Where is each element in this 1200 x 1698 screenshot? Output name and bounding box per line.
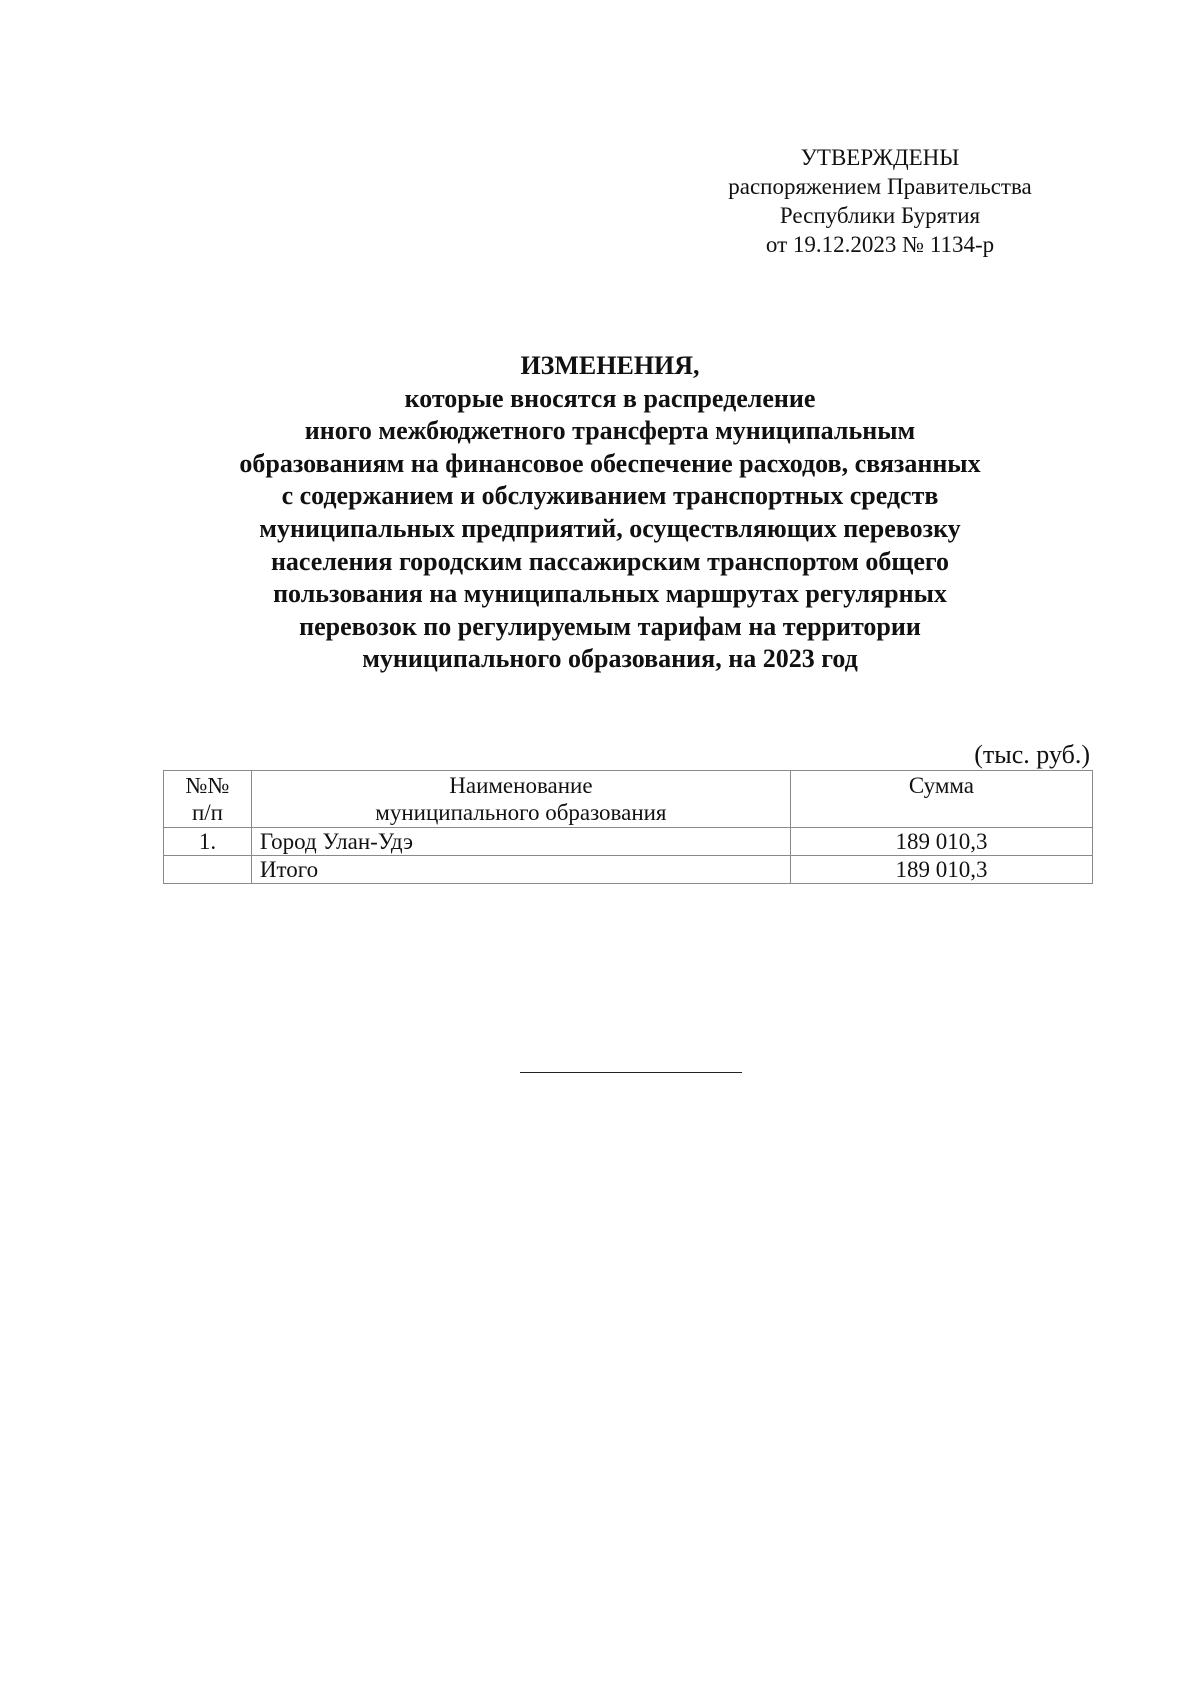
row-sum: 189 010,3 — [790, 828, 1092, 856]
approval-stamp — [715, 143, 1045, 259]
header-number — [164, 771, 252, 828]
header-number-line-2: п/п — [191, 800, 223, 825]
approval-line-1: УТВЕРЖДЕНЫ — [800, 145, 960, 170]
title-line: населения городским пассажирским транспортом общего — [270, 546, 950, 576]
approval-line-2: распоряжением Правительства — [728, 174, 1032, 199]
end-divider — [520, 1072, 742, 1073]
row-sum: 189 010,3 — [790, 856, 1092, 884]
row-number: 1. — [164, 828, 252, 856]
table-row-total — [164, 856, 1093, 884]
title-line: муниципальных предприятий, осуществляющих перевозку — [259, 513, 961, 543]
approval-line-3: Республики Бурятия — [779, 203, 981, 228]
table-row — [164, 828, 1093, 856]
title-line: пользования на муниципальных маршрутах регулярных — [273, 579, 947, 609]
units-label: (тыс. руб.) — [974, 740, 1090, 769]
row-name: Город Улан-Удэ — [251, 828, 790, 856]
title-line: образованиям на финансовое обеспечение расходов, связанных — [239, 448, 981, 478]
title-line: с содержанием и обслуживанием транспортных средств — [281, 481, 939, 511]
title-line: которые вносятся в распределение — [404, 383, 816, 413]
header-name-line-1: Наименование — [449, 773, 593, 798]
header-name-line-2: муниципального образования — [375, 800, 667, 825]
row-name: Итого — [251, 856, 790, 884]
title-line: муниципального образования, на 2023 год — [362, 644, 858, 674]
allocation-table — [163, 770, 1093, 884]
row-number — [164, 856, 252, 884]
approval-line-4: от 19.12.2023 № 1134-р — [765, 232, 995, 257]
document-title — [160, 350, 1060, 676]
title-heading: ИЗМЕНЕНИЯ, — [520, 351, 700, 380]
header-sum: Сумма — [790, 771, 1092, 828]
header-number-line-1: №№ — [185, 773, 230, 798]
header-name — [251, 771, 790, 828]
table-header-row — [164, 771, 1093, 828]
title-line: перевозок по регулируемым тарифам на территории — [299, 611, 921, 641]
title-line: иного межбюджетного трансферта муниципальным — [304, 416, 916, 446]
